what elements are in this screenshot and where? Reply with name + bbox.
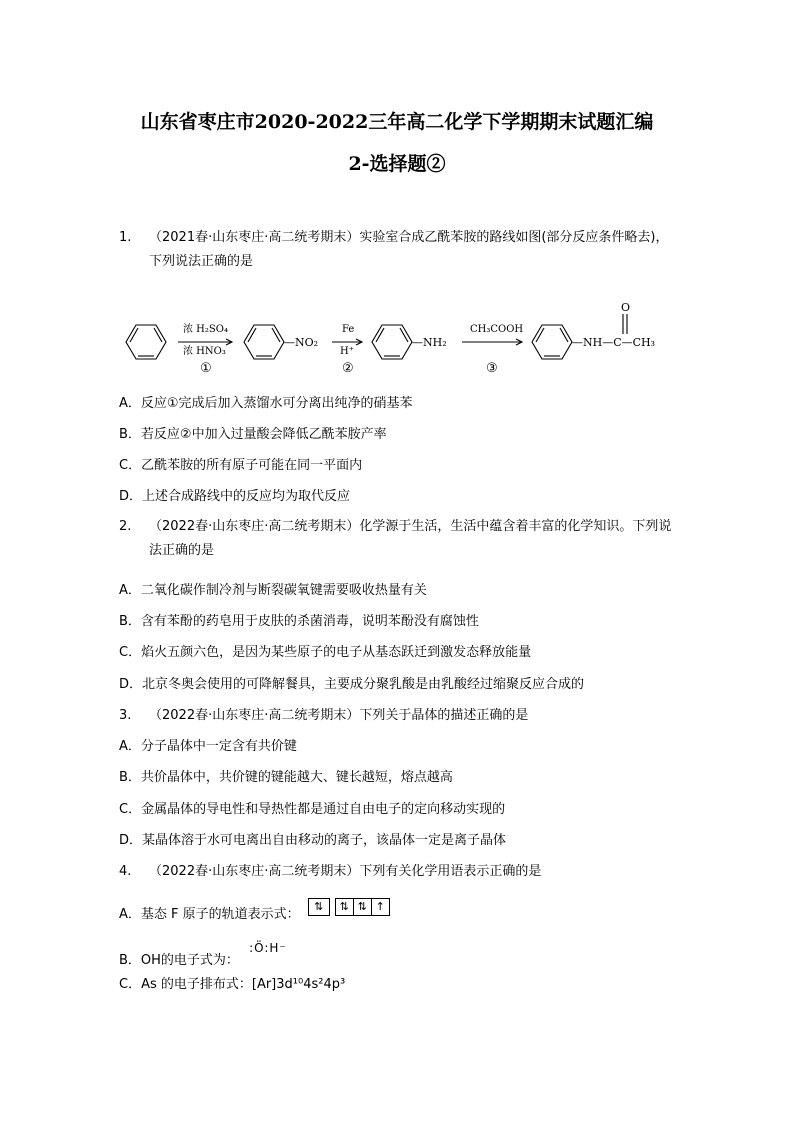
benzene-ring-1 (126, 325, 166, 359)
reagent-1-top: 浓 H₂SO₄ (183, 324, 228, 335)
question-3 (119, 704, 679, 728)
question-stem: （2022春·山东枣庄·高二统考期末）下列关于晶体的描述正确的是 (149, 708, 529, 723)
benzene-ring-3 (372, 325, 412, 359)
question-stem: （2022春·山东枣庄·高二统考期末）化学源于生活，生活中蕴含着丰富的化学知识。下列说法正确的是 (149, 519, 672, 558)
step-2-label: ② (342, 361, 354, 376)
electron-formula-oh: :Ö:H⁻ (249, 941, 287, 955)
q1-option-d: D．上述合成路线中的反应均为取代反应 (119, 489, 351, 504)
carbonyl-oxygen: O (621, 301, 631, 314)
q2-option-b: B．含有苯酚的药皂用于皮肤的杀菌消毒，说明苯酚没有腐蚀性 (119, 614, 479, 629)
question-4 (119, 860, 679, 884)
benzene-ring-2 (244, 325, 284, 359)
document-title-line2: 2-选择题② (348, 153, 446, 175)
orbital-diagram (308, 898, 395, 916)
q2-option-c: C．焰火五颜六色，是因为某些原子的电子从基态跃迁到激发态释放能量 (119, 645, 532, 660)
q3-option-d: D．某晶体溶于水可电离出自由移动的离子，该晶体一定是离子晶体 (119, 833, 507, 848)
product-acetanilide-chain: —NH—C—CH₃ (572, 336, 656, 349)
question-stem: （2021春·山东枣庄·高二统考期末）实验室合成乙酰苯胺的路线如图(部分反应条件略去)，下列说法正确的是 (149, 230, 669, 269)
orbital-2s-group (308, 898, 330, 916)
benzene-ring-4 (532, 325, 572, 359)
question-1 (119, 226, 679, 274)
question-stem: （2022春·山东枣庄·高二统考期末）下列有关化学用语表示正确的是 (149, 864, 542, 879)
synthesis-scheme (120, 298, 680, 378)
orbital-box: ⇅ (308, 898, 330, 916)
q4-option-b (119, 941, 287, 971)
orbital-2p-group (335, 898, 390, 916)
step-3-label: ③ (486, 361, 498, 376)
q2-option-d: D．北京冬奥会使用的可降解餐具，主要成分聚乳酸是由乳酸经过缩聚反应合成的 (119, 677, 585, 692)
reagent-1-bottom: 浓 HNO₃ (183, 346, 226, 357)
question-number: 3. (119, 708, 132, 723)
orbital-box: ⇅ (354, 898, 372, 916)
q3-option-a: A．分子晶体中一定含有共价键 (119, 739, 297, 754)
step-1-label: ① (200, 361, 212, 376)
option-text: B．OH的电子式为： (119, 953, 239, 968)
orbital-box: ⇅ (335, 898, 354, 916)
question-number: 1. (119, 230, 132, 245)
reagent-3-top: CH₃COOH (470, 324, 524, 335)
option-text: A．基态 F 原子的轨道表示式： (119, 907, 300, 922)
q2-option-a: A．二氧化碳作制冷剂与断裂碳氧键需要吸收热量有关 (119, 583, 427, 598)
reagent-2-bottom: H⁺ (340, 346, 354, 357)
q1-option-b: B．若反应②中加入过量酸会降低乙酰苯胺产率 (119, 427, 387, 442)
q4-option-a (119, 899, 395, 925)
question-number: 4. (119, 864, 132, 879)
q3-option-c: C．金属晶体的导电性和导热性都是通过自由电子的定向移动实现的 (119, 802, 506, 817)
orbital-box: ↑ (372, 898, 390, 916)
q1-option-c: C．乙酰苯胺的所有原子可能在同一平面内 (119, 458, 363, 473)
product-amine: —NH₂ (412, 336, 447, 349)
question-2 (119, 515, 679, 563)
question-number: 2. (119, 519, 132, 534)
q3-option-b: B．共价晶体中，共价键的键能越大、键长越短，熔点越高 (119, 770, 453, 785)
q4-option-c: C．As 的电子排布式：[Ar]3d¹⁰4s²4p³ (119, 977, 346, 992)
q1-option-a: A．反应①完成后加入蒸馏水可分离出纯净的硝基苯 (119, 396, 413, 411)
document-title-line1: 山东省枣庄市2020-2022三年高二化学下学期期末试题汇编 (140, 111, 654, 133)
reagent-2-top: Fe (342, 324, 355, 335)
product-nitro: —NO₂ (284, 336, 319, 349)
